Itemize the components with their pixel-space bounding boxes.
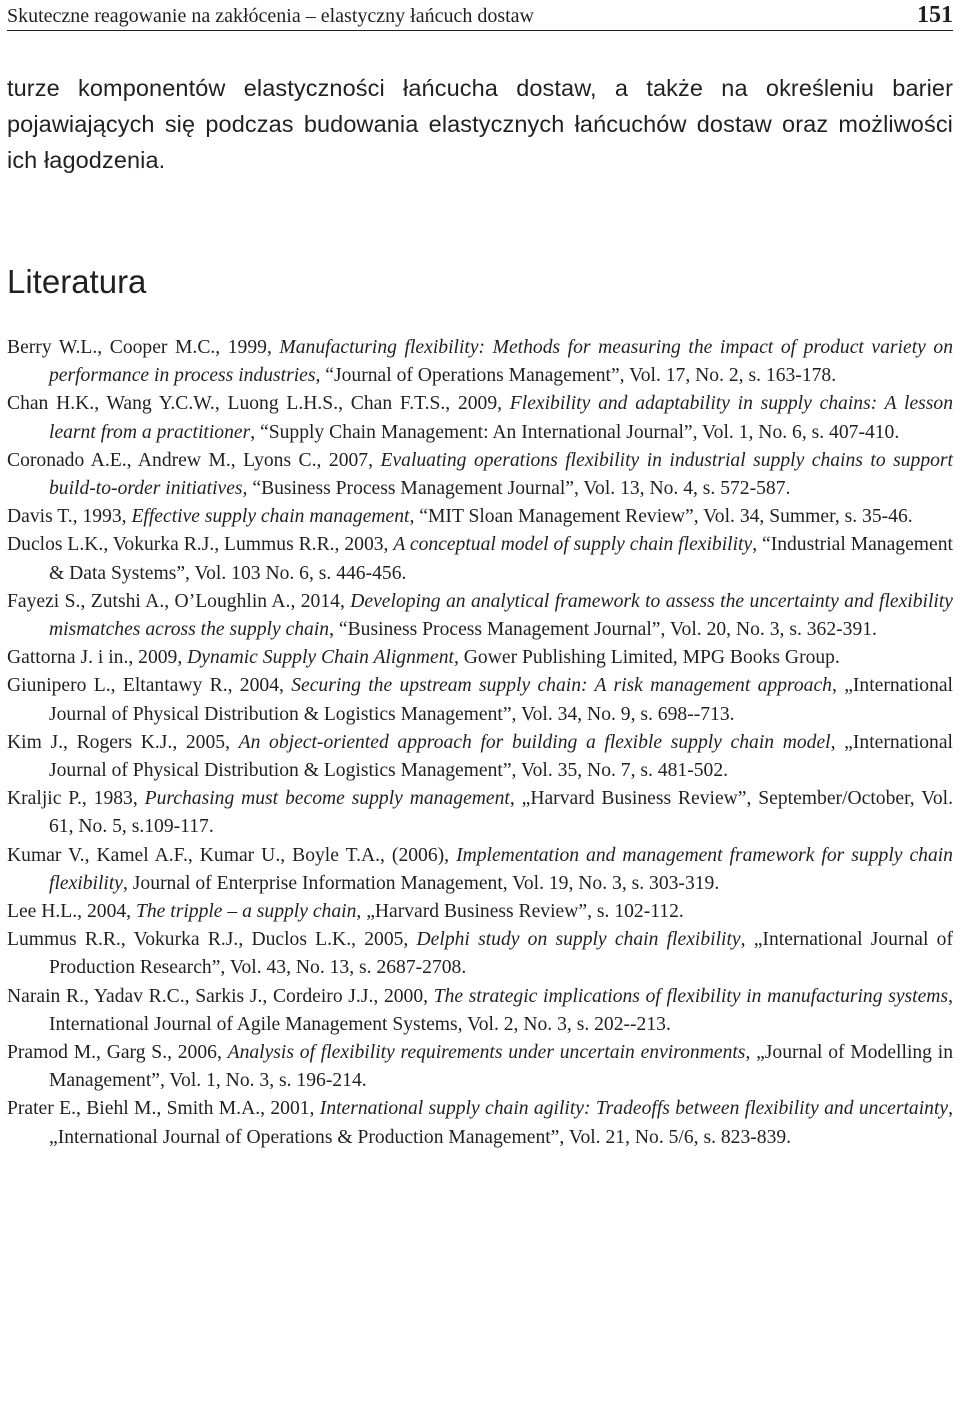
reference-entry (7, 926, 953, 982)
reference-authors: Berry W.L., Cooper M.C., 1999, (7, 337, 280, 358)
reference-entry (7, 447, 953, 503)
reference-title: Evaluating operations flexibility in industrial supply chains to support build-to-order initiatives, (49, 449, 954, 500)
page-number: 151 (917, 2, 953, 28)
reference-authors: Gattorna J. i in., 2009, (7, 647, 188, 669)
reference-entry (7, 588, 953, 644)
reference-authors: Lummus R.R., Vokurka R.J., Duclos L.K., 2005, (7, 929, 417, 951)
reference-authors: Coronado A.E., Andrew M., Lyons C., 2007, (7, 449, 381, 471)
reference-source: , „International Journal of Operations & Production Management”, Vol. 21, No. 5/6, s. 823-839. (49, 1098, 953, 1148)
section-heading: Literatura (7, 263, 147, 300)
reference-entry (7, 334, 953, 390)
reference-authors: Kraljic P., 1983, (7, 788, 145, 810)
reference-source: , International Journal of Agile Management Systems, Vol. 2, No. 3, s. 202--213. (49, 985, 953, 1035)
reference-title: Flexibility and adaptability in supply chains: A lesson learnt from a practitioner (49, 393, 953, 443)
reference-source: “Business Process Management Journal”, Vol. 13, No. 4, s. 572-587. (247, 478, 791, 500)
reference-entry (7, 729, 953, 785)
reference-entry (7, 983, 953, 1039)
reference-authors: Lee H.L., 2004, (7, 901, 136, 923)
running-title: Skuteczne reagowanie na zakłócenia – elastyczny łańcuch dostaw (7, 5, 534, 27)
reference-authors: Giunipero L., Eltantawy R., 2004, (7, 675, 292, 697)
reference-entry (7, 531, 953, 587)
reference-title: Effective supply chain management (131, 506, 410, 528)
reference-source: , „Journal of Modelling in Management”, Vol. 1, No. 3, s. 196-214. (49, 1042, 953, 1092)
reference-authors: Kumar V., Kamel A.F., Kumar U., Boyle T.A., (2006), (7, 844, 457, 866)
reference-source: , “Business Process Management Journal”, Vol. 20, No. 3, s. 362-391. (329, 619, 877, 641)
reference-title: Manufacturing flexibility: Methods for measuring the impact of product variety on performance in process industries (49, 337, 953, 387)
reference-entry (7, 1039, 953, 1095)
reference-title: The strategic implications of flexibility in manufacturing systems (433, 985, 949, 1007)
reference-title: Dynamic Supply Chain Alignment (187, 647, 454, 669)
reference-title: Delphi study on supply chain flexibility (416, 929, 741, 951)
reference-source: , “Industrial Management & Data Systems”, Vol. 103 No. 6, s. 446-456. (49, 534, 953, 584)
reference-source: , „International Journal of Physical Distribution & Logistics Management”, Vol. 34, No. 9, s. 698--713. (49, 675, 954, 725)
reference-title: The tripple – a supply chain (135, 901, 357, 923)
reference-authors: Davis T., 1993, (7, 506, 132, 528)
running-header (7, 2, 953, 31)
reference-source: , „International Journal of Physical Distribution & Logistics Management”, Vol. 35, No. 7, s. 481-502. (49, 731, 953, 782)
reference-source: , “Journal of Operations Management”, Vol. 17, No. 2, s. 163-178. (315, 365, 837, 387)
reference-authors: Duclos L.K., Vokurka R.J., Lummus R.R., 2003, (7, 534, 394, 556)
reference-source: , “Supply Chain Management: An International Journal”, Vol. 1, No. 6, s. 407-410. (250, 421, 900, 443)
reference-source: , “MIT Sloan Management Review”, Vol. 34, Summer, s. 35-46. (409, 506, 913, 528)
reference-title: Analysis of flexibility requirements under uncertain environments (227, 1042, 746, 1064)
reference-title: Securing the upstream supply chain: A risk management approach (291, 675, 832, 697)
reference-title: Purchasing must become supply management (144, 788, 510, 810)
reference-authors: Prater E., Biehl M., Smith M.A., 2001, (7, 1098, 320, 1120)
reference-authors: Chan H.K., Wang Y.C.W., Luong L.H.S., Chan F.T.S., 2009, (7, 393, 510, 415)
reference-source: , „International Journal of Production Research”, Vol. 43, No. 13, s. 2687-2708. (49, 929, 953, 979)
reference-source: , Gower Publishing Limited, MPG Books Group. (453, 647, 840, 669)
reference-title: International supply chain agility: Tradeoffs between flexibility and uncertainty (319, 1098, 949, 1120)
reference-entry (7, 1095, 953, 1151)
reference-list (7, 334, 953, 1152)
reference-entry (7, 503, 953, 531)
reference-authors: Pramod M., Garg S., 2006, (7, 1042, 228, 1064)
reference-title: A conceptual model of supply chain flexibility (393, 534, 753, 556)
reference-entry (7, 390, 953, 446)
reference-entry (7, 785, 953, 841)
reference-entry (7, 898, 953, 926)
reference-entry (7, 842, 953, 898)
reference-authors: Narain R., Yadav R.C., Sarkis J., Cordeiro J.J., 2000, (7, 985, 434, 1007)
reference-source: , Journal of Enterprise Information Management, Vol. 19, No. 3, s. 303-319. (123, 872, 720, 894)
reference-entry (7, 644, 953, 672)
reference-title: An object-oriented approach for building a flexible supply chain model (238, 731, 831, 753)
reference-source: , „Harvard Business Review”, September/October, Vol. 61, No. 5, s.109-117. (49, 788, 953, 838)
reference-source: , „Harvard Business Review”, s. 102-112. (356, 901, 684, 923)
reference-entry (7, 672, 953, 728)
reference-title: Implementation and management framework for supply chain flexibility (49, 844, 953, 894)
reference-authors: Kim J., Rogers K.J., 2005, (7, 731, 239, 753)
reference-title: Developing an analytical framework to assess the uncertainty and flexibility mismatches across the supply chain (49, 590, 953, 641)
intro-paragraph: turze komponentów elastyczności łańcucha dostaw, a także na określeniu barier pojawiających się podczas budowania elastycznych łańcuchów dostaw oraz możliwości ich łagodzenia. (7, 75, 953, 173)
reference-authors: Fayezi S., Zutshi A., O’Loughlin A., 2014, (7, 590, 351, 612)
